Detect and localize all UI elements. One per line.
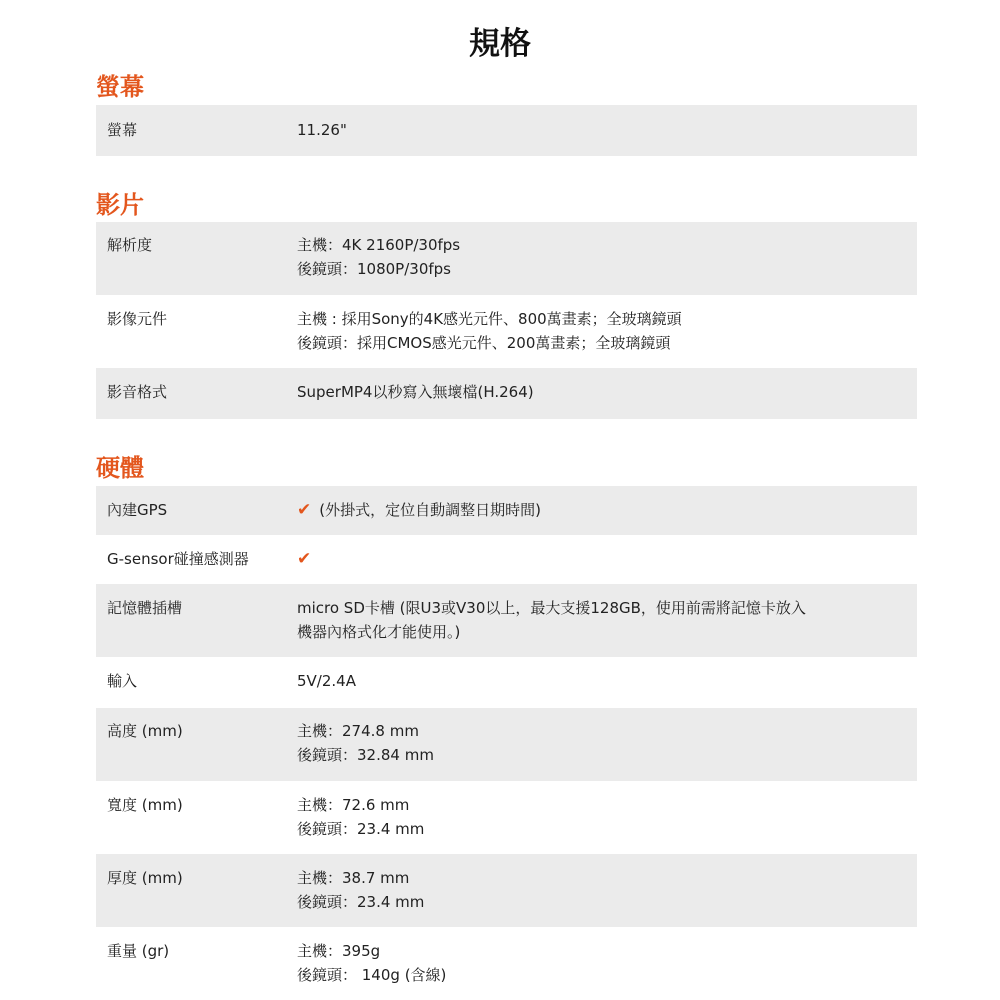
spec-label: 高度 (mm)	[107, 722, 183, 740]
spec-value	[297, 719, 434, 767]
spec-label: 厚度 (mm)	[107, 869, 183, 887]
spec-value	[297, 118, 347, 142]
spec-row-g-sensor	[96, 535, 917, 584]
checkmark-icon: ✔	[297, 549, 312, 569]
spec-value-line: 後鏡頭：1080P/30fps	[297, 260, 451, 278]
spec-value	[297, 669, 356, 693]
spec-value-line: 主機：72.6 mm	[297, 796, 410, 814]
page-title: 規格	[469, 26, 531, 62]
spec-value-line: 後鏡頭： 140g (含線)	[297, 966, 447, 984]
spec-row-thickness	[96, 854, 917, 927]
spec-row-width	[96, 781, 917, 854]
spec-value-text: (外掛式，定位自動調整日期時間)	[319, 501, 541, 519]
spec-row-memory-slot	[96, 584, 917, 657]
section-title-screen: 螢幕	[96, 73, 144, 101]
spec-row-image-sensor	[96, 295, 917, 368]
spec-row-weight	[96, 927, 917, 1000]
spec-label: 記憶體插槽	[107, 599, 183, 617]
spec-label: 螢幕	[107, 121, 138, 139]
spec-value	[297, 866, 424, 914]
spec-row-gps	[96, 486, 917, 535]
spec-row-video-format	[96, 368, 917, 419]
spec-value-line: 主機 : 採用Sony的4K感光元件、800萬畫素；全玻璃鏡頭	[297, 310, 682, 328]
spec-label: 重量 (gr)	[107, 942, 170, 960]
spec-row-height	[96, 708, 917, 781]
spec-value-line: 機器內格式化才能使用。)	[297, 623, 461, 641]
spec-value-line: 後鏡頭：32.84 mm	[297, 746, 434, 764]
spec-value	[297, 307, 682, 355]
section-title-hardware: 硬體	[96, 454, 144, 482]
spec-label: 影像元件	[107, 310, 168, 328]
spec-value	[297, 547, 319, 571]
spec-label: 影音格式	[107, 383, 168, 401]
spec-row-resolution	[96, 222, 917, 295]
spec-value-line: 5V/2.4A	[297, 672, 356, 690]
section-title-video: 影片	[96, 191, 144, 219]
spec-value-line: 後鏡頭：23.4 mm	[297, 820, 425, 838]
spec-value-line	[297, 547, 319, 571]
spec-value-line: 後鏡頭：採用CMOS感光元件、200萬畫素；全玻璃鏡頭	[297, 334, 671, 352]
checkmark-icon: ✔	[297, 500, 312, 520]
spec-value-line: micro SD卡槽 (限U3或V30以上，最大支援128GB，使用前需將記憶卡放入	[297, 599, 806, 617]
spec-label: G-sensor碰撞感測器	[107, 550, 249, 568]
spec-value-line	[297, 498, 541, 522]
spec-value	[297, 233, 460, 281]
spec-value-line: 主機：38.7 mm	[297, 869, 410, 887]
spec-value-line: 11.26"	[297, 121, 347, 139]
spec-value-line: 後鏡頭：23.4 mm	[297, 893, 425, 911]
spec-label: 解析度	[107, 236, 153, 254]
spec-row-screen	[96, 105, 917, 156]
spec-value	[297, 596, 806, 644]
spec-label: 內建GPS	[107, 501, 168, 519]
spec-value	[297, 380, 534, 404]
spec-row-input	[96, 657, 917, 708]
spec-value-line: 主機：395g	[297, 942, 381, 960]
spec-value-line: 主機：4K 2160P/30fps	[297, 236, 461, 254]
spec-value	[297, 793, 424, 841]
spec-value	[297, 939, 446, 987]
spec-value-line: SuperMP4以秒寫入無壞檔(H.264)	[297, 383, 534, 401]
spec-value	[297, 498, 541, 522]
spec-label: 寬度 (mm)	[107, 796, 183, 814]
spec-label: 輸入	[107, 672, 138, 690]
spec-value-line: 主機：274.8 mm	[297, 722, 419, 740]
